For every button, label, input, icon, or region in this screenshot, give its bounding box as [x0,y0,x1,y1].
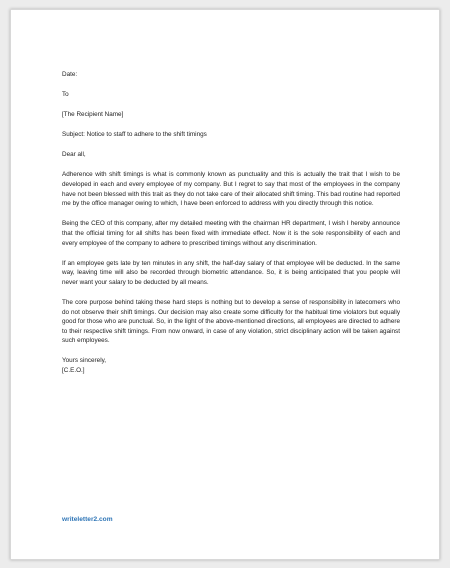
signatory: [C.E.O.] [62,366,85,374]
paragraph-1: Adherence with shift timings is what is commonly known as punctuality and this is actually the trait that I wish to be developed in each and every employee of my company. But I regret to say that most of the employees in the company have not been blessed with this trait as they do not take care of their allocated shift timing. This bad routine had reported me by the office manager owing to which, I have been enforced to address with you directly through this notice. [62,171,400,208]
date-label: Date: [62,71,78,78]
paragraph-4: The core purpose behind taking these hard steps is nothing but to develop a sense of responsibility in latecomers who do not observe their shift timings. Our decision may also create some difficulty for the habitual time violators but equally good for those who are punctual. So, in the light of the above-mentioned directions, all employees are directed to adhere to their respective shift timings. From now onward, in case of any violation, strict disciplinary action will be taken against such employees. [62,298,400,345]
subject-line: Subject: Notice to staff to adhere to the shift timings [62,131,207,139]
letter-body [62,70,400,376]
letter-page [10,9,440,560]
to-label: To [62,91,69,99]
website-link[interactable]: writeletter2.com [62,516,113,523]
closing: Yours sincerely, [62,357,107,365]
paragraph-3: If an employee gets late by ten minutes in any shift, the half-day salary of that employee will be deducted. In the same way, leaving time will also be recorded through biometric attendance. So, it is being anticipated that you people will never want your salary to be deducted by all means. [62,259,400,286]
salutation: Dear all, [62,151,86,159]
paragraph-2: Being the CEO of this company, after my detailed meeting with the chairman HR department, I wish I hereby announce that the official timing for all shifts has been fixed with immediate effect. Now it is the sole responsibility of each and every employee of the company to adhere to prescribed timings without any discrimination. [62,220,400,247]
recipient-name: [The Recipient Name] [62,111,124,119]
